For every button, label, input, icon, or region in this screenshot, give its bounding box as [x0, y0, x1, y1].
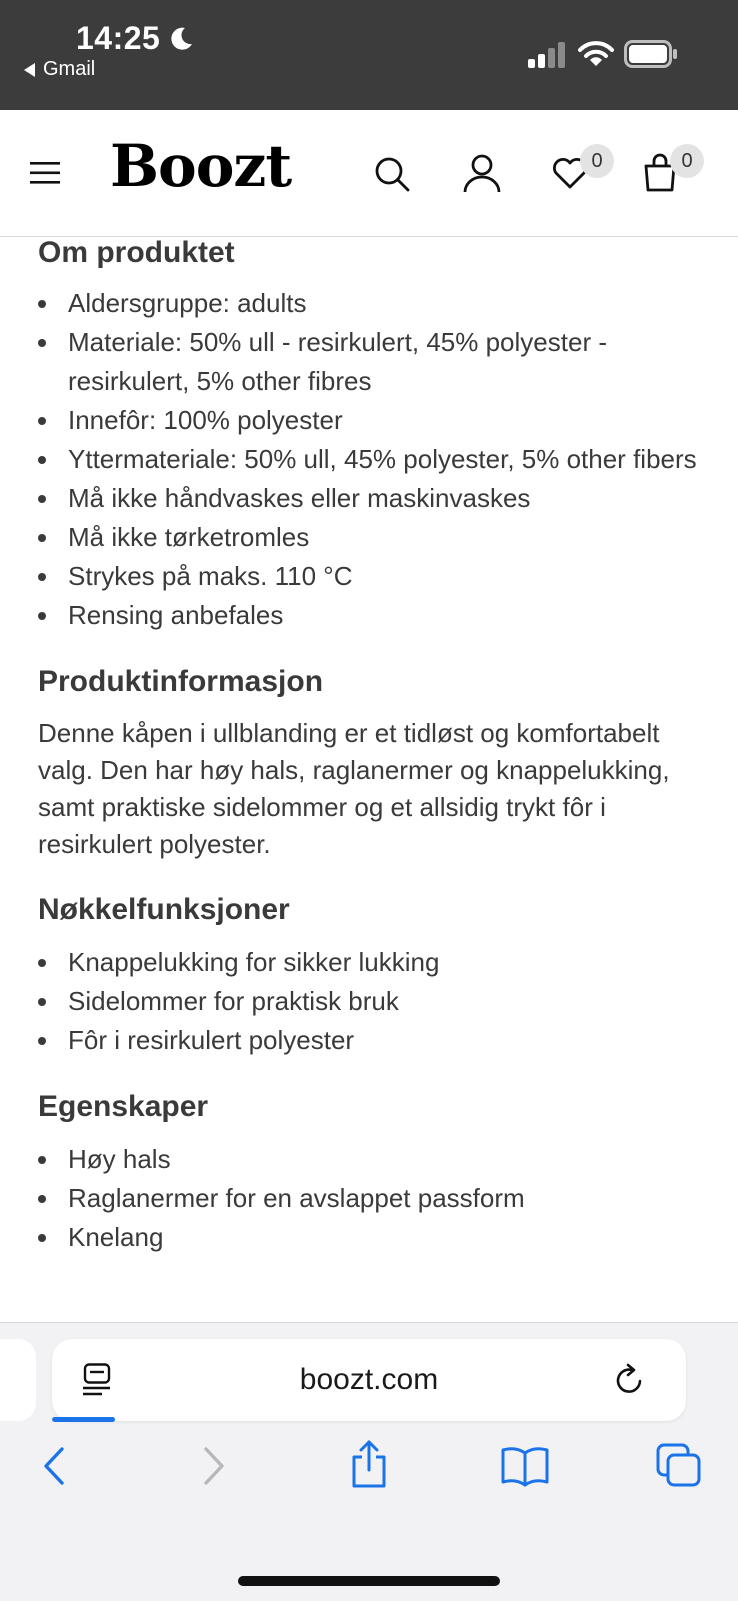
account-icon[interactable] — [462, 152, 502, 194]
book-icon[interactable] — [500, 1445, 550, 1487]
properties-heading: Egenskaper — [38, 1090, 209, 1123]
page-load-progress-fill — [52, 1417, 115, 1422]
list-item: Rensing anbefales — [38, 596, 708, 635]
status-bar — [0, 0, 738, 110]
browser-toolbar — [0, 1322, 738, 1601]
search-icon[interactable] — [372, 154, 412, 194]
key-features-heading: Nøkkelfunksjoner — [38, 893, 290, 926]
address-bar[interactable] — [52, 1339, 686, 1421]
reader-icon[interactable] — [82, 1363, 114, 1397]
address-text[interactable]: boozt.com — [299, 1363, 439, 1396]
battery-icon — [624, 40, 678, 68]
reload-icon[interactable] — [612, 1363, 646, 1397]
hamburger-icon[interactable] — [30, 160, 62, 186]
list-item: Fôr i resirkulert polyester — [38, 1021, 708, 1060]
properties-list — [38, 1140, 708, 1257]
list-item: Sidelommer for praktisk bruk — [38, 982, 708, 1021]
about-product-heading: Om produktet — [38, 236, 235, 269]
tabs-icon[interactable] — [656, 1443, 702, 1487]
back-app-label: Gmail — [43, 58, 96, 80]
back-triangle-icon — [24, 63, 35, 77]
product-details — [38, 236, 708, 1257]
list-item: Strykes på maks. 110 °C — [38, 557, 708, 596]
list-item: Innefôr: 100% polyester — [38, 401, 708, 440]
status-time: 14:25 — [76, 20, 161, 56]
moon-icon — [168, 26, 194, 52]
product-info-text: Denne kåpen i ullblanding er et tidløst og komfortabelt valg. Den har høy hals, raglanermer og knappelukking, samt praktiske sidelommer og et allsidig trykt fôr i resirkulert polyester. — [38, 718, 670, 859]
back-icon[interactable] — [38, 1443, 72, 1489]
about-product-list — [38, 284, 708, 635]
list-item: Må ikke tørketromles — [38, 518, 708, 557]
list-item: Må ikke håndvaskes eller maskinvaskes — [38, 479, 708, 518]
list-item: Knappelukking for sikker lukking — [38, 943, 708, 982]
list-item: Materiale: 50% ull - resirkulert, 45% polyester - resirkulert, 5% other fibres — [38, 323, 708, 401]
share-icon[interactable] — [348, 1439, 390, 1489]
previous-tab-preview[interactable] — [0, 1339, 36, 1421]
list-item: Knelang — [38, 1218, 708, 1257]
signal-icon — [528, 42, 568, 68]
cart-count-badge: 0 — [670, 144, 704, 178]
site-header — [0, 110, 738, 237]
list-item: Yttermateriale: 50% ull, 45% polyester, 5% other fibers — [38, 440, 708, 479]
list-item: Raglanermer for en avslappet passform — [38, 1179, 708, 1218]
wishlist-count-badge: 0 — [580, 144, 614, 178]
home-indicator[interactable] — [238, 1576, 500, 1586]
list-item: Aldersgruppe: adults — [38, 284, 708, 323]
forward-icon[interactable] — [196, 1443, 230, 1489]
brand-logo[interactable]: Boozt — [110, 132, 292, 200]
page-load-progress — [52, 1417, 686, 1422]
key-features-list — [38, 943, 708, 1060]
wifi-icon — [578, 40, 614, 68]
product-info-heading: Produktinformasjon — [38, 665, 324, 698]
list-item: Høy hals — [38, 1140, 708, 1179]
back-to-app-link[interactable] — [24, 58, 95, 81]
